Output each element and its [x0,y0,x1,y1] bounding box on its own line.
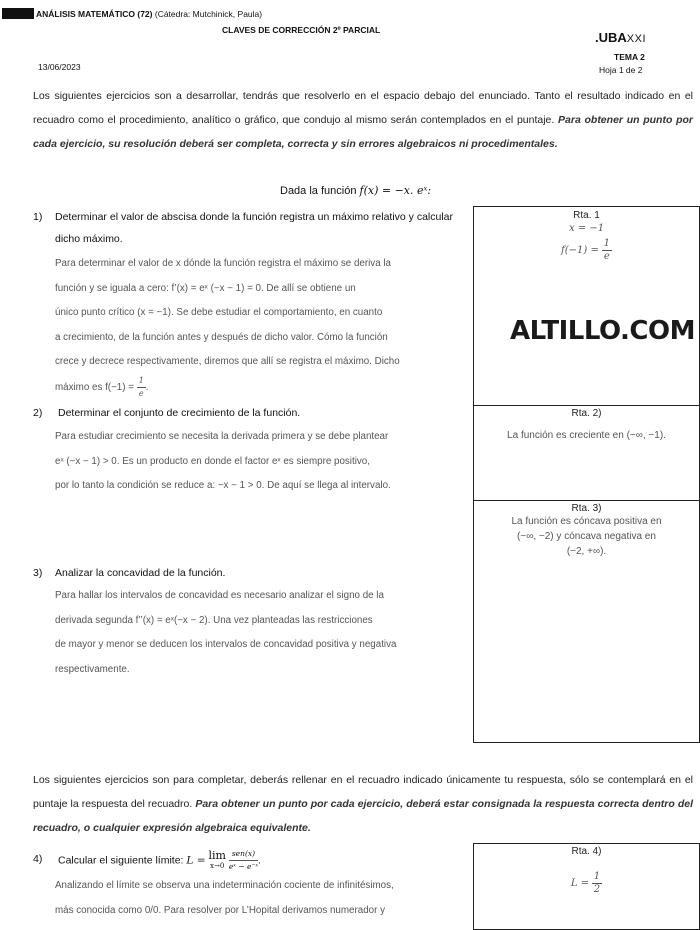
tema-label: TEMA 2 [614,52,645,62]
q1-inline-fraction: $\frac{1}{e}$ [138,375,144,398]
course-header [36,9,262,19]
intro-paragraph: Los siguientes ejercicios son a desarrollar, tendrás que resolverlo en el espacio debajo del enunciado. Tanto el resultado indicado en el recuadro como el procedimiento, analítico o gráfico, que condujo al mismo serán contemplados en el puntaje. Para obtener un punto por cada ejercicio, su resolución deberá ser completa, correcta y sin errores algebraicos ni procedimentales. [33,90,693,150]
exam-date: 13/06/2023 [38,62,81,72]
q3-number: 3) [33,567,43,579]
q2-number: 2) [33,407,43,419]
altillo-watermark: ALTILLO.COM [510,316,695,346]
q3-answer-title: Rta. 3) [571,503,602,514]
document-subtitle: CLAVES DE CORRECCIÓN 2º PARCIAL [222,25,381,35]
q3-explanation: Para hallar los intervalos de concavidad es necesario analizar el signo de la derivada segunda f’’(x) = eˣ(−x − 2). Una vez planteadas las restricciones de mayor y menor se deducen los intervalos de concavidad positiva y negativa respectivamente. [55,590,397,675]
q3-answer-box [473,500,700,743]
q4-title: Calcular el siguiente límite: [58,854,184,867]
q4-number: 4) [33,853,43,865]
q2-explanation: Para estudiar crecimiento se necesita la derivada primera y se debe plantear eˣ (−x − 1) > 0. Es un producto en donde el factor eˣ es siempre positivo, por lo tanto la condición se reduce a: −x − 1 > 0. De aquí se llega al intervalo. [55,431,391,491]
q1-answer-x: x = −1 [568,223,605,234]
q4-answer-box [473,843,700,930]
q4-explanation: Analizando el límite se observa una indeterminación cociente de infinitésimos, más conocida como 0/0. Para resolver por L’Hopital derivamos numerador y [55,880,394,916]
q4-limit-fraction: $\frac{\text{sen(x)}}{\text{eˣ − e⁻ˣ}}$ [228,849,259,871]
q4-answer-title: Rta. 4) [571,846,602,857]
ubaxxi-logo: .UBAXXI [595,30,647,45]
catedra: (Cátedra: Mutchinick, Paula) [154,9,263,19]
q3-answer-line-2: (−∞, −2) y cóncava negativa en [517,531,656,542]
q4-lim-operator: lim x→0 [208,848,226,870]
q4-statement: Calcular el siguiente límite: L = lim x→0 $\frac{\text{sen(x)}}{\text{eˣ − e⁻ˣ}}$ . [58,848,261,871]
q1-answer-title: Rta. 1 [573,210,600,221]
q3-answer-line-1: La función es cóncava positiva en [511,516,662,527]
q2-answer-box [473,405,700,501]
q1-title: Determinar el valor de abscisa donde la función registra un máximo relativo y calcular dicho máximo. [55,211,454,245]
q1-answer-box [473,206,700,406]
page-indicator: Hoja 1 de 2 [599,65,643,75]
intro2-paragraph: Los siguientes ejercicios son para completar, deberás rellenar en el recuadro indicado únicamente tu respuesta, sólo se contemplará en el puntaje la respuesta del recuadro. Para obtener un punto por cada ejercicio, deberá estar consignada la respuesta correcta dentro del recuadro, o cualquier expresión algebraica equivalente. [33,774,693,834]
q1-number: 1) [33,211,43,223]
q1-explanation: Para determinar el valor de x dónde la función registra el máximo se deriva la función y se iguala a cero: f’(x) = eˣ (−x − 1) = 0. De allí se obtiene un único punto crítico (x = −1). Se debe estudiar el comportamiento, en cuanto a crecimiento, de la función antes y después de dicho valor. Cómo la función crece y decrece respectivamente, diremos que allí se registra el máximo. Dicho máximo es f(−1) = $\frac{1}{e}$ . [55,258,400,398]
q4-limit-lhs: L = [186,854,206,867]
q2-answer-text: La función es creciente en (−∞, −1). [507,430,666,441]
q2-answer-title: Rta. 2) [571,408,602,419]
q4-answer-value: L = $\frac{1}{2}$ [570,871,601,895]
q2-title: Determinar el conjunto de crecimiento de la función. [58,407,301,419]
q1-answer-f: f(−1) = $\frac{1}{e}$ [561,238,610,262]
redaction-bar [2,8,34,19]
q3-title: Analizar la concavidad de la función. [55,567,226,579]
q3-answer-line-3: (−2, +∞). [566,546,607,557]
function-statement: Dada la función f(x) = −x. eˣ: [280,184,432,197]
course-name: ANÁLISIS MATEMÁTICO (72) [36,9,153,19]
